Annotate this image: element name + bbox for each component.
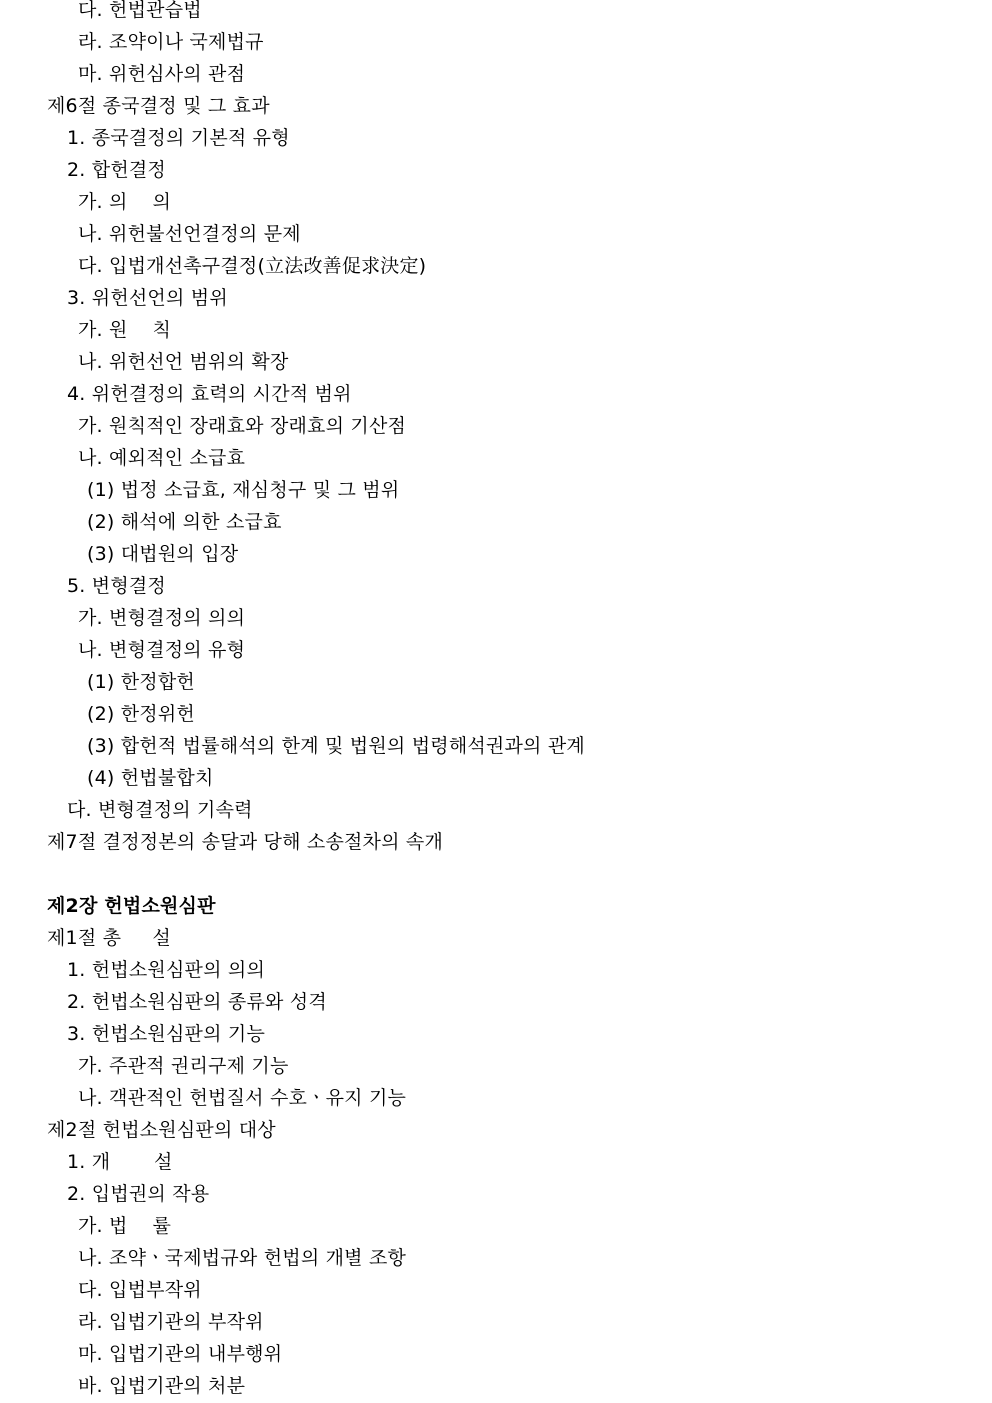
numbered-item: 1. 종국결정의 기본적 유형 [67, 127, 290, 149]
numbered-item: 3. 위헌선언의 범위 [67, 287, 228, 309]
lettered-item: 나. 객관적인 헌법질서 수호ㆍ유지 기능 [78, 1087, 407, 1109]
sub-item: (1) 법정 소급효, 재심청구 및 그 범위 [87, 479, 400, 501]
lettered-item: 가. 원칙적인 장래효와 장래효의 기산점 [78, 415, 407, 437]
lettered-item: 나. 예외적인 소급효 [78, 447, 246, 469]
section-heading: 제7절 결정정본의 송달과 당해 소송절차의 속개 [47, 831, 444, 853]
section-heading: 제6절 종국결정 및 그 효과 [47, 95, 270, 117]
numbered-item: 2. 헌법소원심판의 종류와 성격 [67, 991, 327, 1013]
sub-item: (4) 헌법불합치 [87, 767, 214, 789]
lettered-item: 다. 헌법관습법 [78, 0, 202, 21]
section-heading: 제2절 헌법소원심판의 대상 [47, 1119, 276, 1141]
lettered-item: 바. 입법기관의 처분 [78, 1375, 246, 1397]
lettered-item: 라. 입법기관의 부작위 [78, 1311, 264, 1333]
sub-item: (3) 합헌적 법률해석의 한계 및 법원의 법령해석권과의 관계 [87, 735, 585, 757]
sub-item: (1) 한정합헌 [87, 671, 195, 693]
blank-line [0, 858, 992, 890]
lettered-item: 나. 변형결정의 유형 [78, 639, 246, 661]
lettered-item: 나. 위헌선언 범위의 확장 [78, 351, 289, 373]
numbered-item: 2. 입법권의 작용 [67, 1183, 210, 1205]
lettered-item: 나. 위헌불선언결정의 문제 [78, 223, 301, 245]
numbered-item: 다. 변형결정의 기속력 [67, 799, 253, 821]
lettered-item: 가. 의 의 [78, 191, 172, 213]
lettered-item: 가. 변형결정의 의의 [78, 607, 246, 629]
numbered-item: 1. 헌법소원심판의 의의 [67, 959, 265, 981]
sub-item: (2) 해석에 의한 소급효 [87, 511, 282, 533]
section-heading: 제1절 총 설 [47, 927, 171, 949]
lettered-item: 라. 조약이나 국제법규 [78, 31, 264, 53]
lettered-item: 다. 입법개선촉구결정(立法改善促求決定) [78, 255, 427, 277]
lettered-item: 마. 입법기관의 내부행위 [78, 1343, 283, 1365]
sub-item: (2) 한정위헌 [87, 703, 195, 725]
lettered-item: 가. 법 률 [78, 1215, 172, 1237]
lettered-item: 가. 주관적 권리구제 기능 [78, 1055, 289, 1077]
lettered-item: 나. 조약ㆍ국제법규와 헌법의 개별 조항 [78, 1247, 407, 1269]
numbered-item: 5. 변형결정 [67, 575, 166, 597]
numbered-item: 4. 위헌결정의 효력의 시간적 범위 [67, 383, 352, 405]
sub-item: (3) 대법원의 입장 [87, 543, 239, 565]
lettered-item: 가. 원 칙 [78, 319, 172, 341]
chapter-heading: 제2장 헌법소원심판 [47, 895, 216, 917]
numbered-item: 2. 합헌결정 [67, 159, 166, 181]
lettered-item: 다. 입법부작위 [78, 1279, 202, 1301]
numbered-item: 1. 개 설 [67, 1151, 173, 1173]
numbered-item: 3. 헌법소원심판의 기능 [67, 1023, 265, 1045]
lettered-item: 마. 위헌심사의 관점 [78, 63, 246, 85]
